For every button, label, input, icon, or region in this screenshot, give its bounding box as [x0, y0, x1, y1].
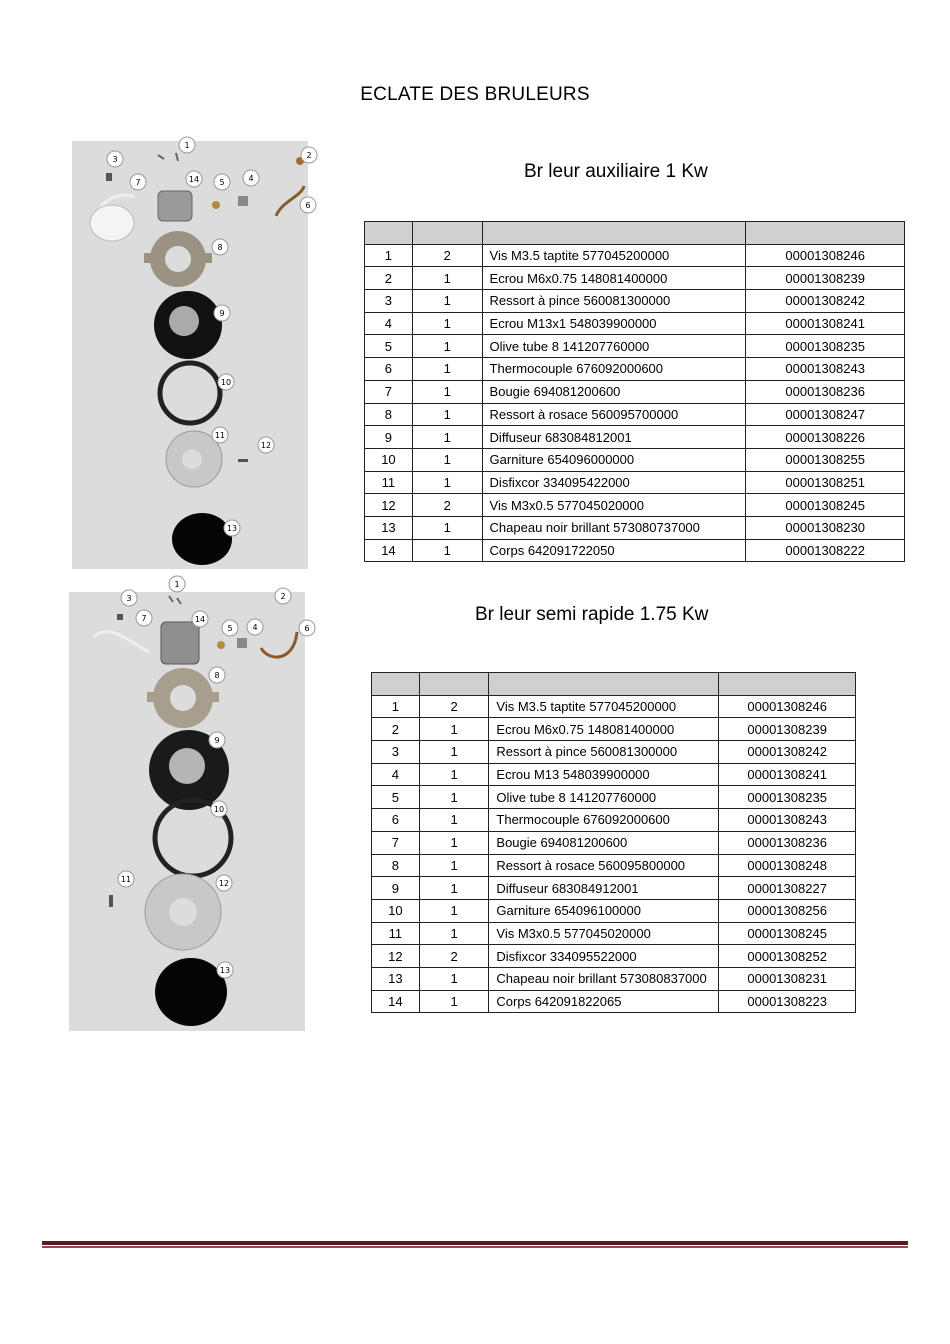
table-row [372, 809, 856, 832]
part-code-cell: 00001308241 [719, 763, 856, 786]
callout-3 [121, 590, 137, 606]
part-code-cell: 00001308243 [746, 358, 905, 381]
svg-text:13: 13 [219, 966, 231, 975]
item-number-cell: 3 [365, 290, 413, 313]
part-code-cell: 00001308247 [746, 403, 905, 426]
table-row [365, 380, 905, 403]
item-number-cell: 9 [365, 426, 413, 449]
table-row [372, 695, 856, 718]
quantity-cell: 1 [412, 471, 482, 494]
callout-10 [218, 374, 234, 390]
ecrou-part [237, 638, 247, 648]
quantity-cell: 1 [412, 448, 482, 471]
svg-text:7: 7 [135, 178, 141, 187]
corps-part [158, 191, 192, 221]
quantity-cell: 1 [419, 831, 489, 854]
svg-text:8: 8 [217, 243, 223, 252]
ecrou-part [238, 196, 248, 206]
item-number-cell: 5 [372, 786, 420, 809]
table-row [365, 267, 905, 290]
callout-12 [216, 875, 232, 891]
svg-text:14: 14 [188, 175, 200, 184]
description-cell: Olive tube 8 141207760000 [489, 786, 719, 809]
quantity-cell: 1 [412, 335, 482, 358]
svg-text:6: 6 [304, 624, 310, 633]
screw-part [238, 459, 248, 462]
svg-text:2: 2 [280, 592, 286, 601]
description-cell: Ecrou M13x1 548039900000 [482, 312, 746, 335]
callout-10 [211, 801, 227, 817]
item-number-cell: 10 [365, 448, 413, 471]
part-code-cell: 00001308245 [746, 494, 905, 517]
quantity-cell: 1 [412, 267, 482, 290]
callout-12 [258, 437, 274, 453]
callout-3 [107, 151, 123, 167]
item-number-cell: 1 [372, 695, 420, 718]
item-number-cell: 14 [372, 990, 420, 1013]
table-row [372, 786, 856, 809]
section-title-auxiliaire: Br leur auxiliaire 1 Kw [524, 161, 708, 182]
description-cell: Corps 642091822065 [489, 990, 719, 1013]
part-code-cell: 00001308242 [719, 741, 856, 764]
disfixcor-part [145, 874, 221, 950]
footer-divider [42, 1240, 908, 1250]
item-number-cell: 8 [372, 854, 420, 877]
table-row [365, 516, 905, 539]
item-number-cell: 8 [365, 403, 413, 426]
part-code-cell: 00001308241 [746, 312, 905, 335]
svg-text:3: 3 [112, 155, 118, 164]
description-cell: Ecrou M6x0.75 148081400000 [489, 718, 719, 741]
svg-text:2: 2 [306, 151, 312, 160]
quantity-cell: 1 [419, 967, 489, 990]
item-number-cell: 13 [365, 516, 413, 539]
part-code-cell: 00001308242 [746, 290, 905, 313]
part-code-cell: 00001308245 [719, 922, 856, 945]
table-row [365, 290, 905, 313]
svg-text:11: 11 [214, 431, 226, 440]
table-row [365, 426, 905, 449]
page-title: ECLATE DES BRULEURS [360, 84, 590, 105]
svg-text:5: 5 [227, 624, 233, 633]
description-cell: Thermocouple 676092000600 [482, 358, 746, 381]
description-cell: Ecrou M13 548039900000 [489, 763, 719, 786]
svg-text:12: 12 [218, 879, 230, 888]
column-header [482, 222, 746, 245]
table-row [372, 922, 856, 945]
diffuser-part [154, 291, 225, 359]
quantity-cell: 1 [419, 990, 489, 1013]
callout-8 [209, 667, 225, 683]
quantity-cell: 1 [412, 290, 482, 313]
item-number-cell: 4 [365, 312, 413, 335]
table-row [365, 244, 905, 267]
item-number-cell: 2 [372, 718, 420, 741]
quantity-cell: 1 [412, 380, 482, 403]
svg-text:7: 7 [141, 614, 147, 623]
quantity-cell: 1 [419, 718, 489, 741]
part-code-cell: 00001308236 [719, 831, 856, 854]
table-row [372, 741, 856, 764]
svg-text:9: 9 [219, 309, 225, 318]
table-row [372, 718, 856, 741]
svg-text:14: 14 [194, 615, 206, 624]
callout-5 [214, 174, 230, 190]
description-cell: Olive tube 8 141207760000 [482, 335, 746, 358]
quantity-cell: 1 [412, 403, 482, 426]
description-cell: Chapeau noir brillant 573080737000 [482, 516, 746, 539]
description-cell: Ressort à rosace 560095800000 [489, 854, 719, 877]
quantity-cell: 1 [419, 854, 489, 877]
description-cell: Chapeau noir brillant 573080837000 [489, 967, 719, 990]
description-cell: Garniture 654096000000 [482, 448, 746, 471]
item-number-cell: 1 [365, 244, 413, 267]
svg-text:13: 13 [226, 524, 238, 533]
table-row [372, 831, 856, 854]
part-code-cell: 00001308251 [746, 471, 905, 494]
column-header [489, 673, 719, 696]
part-code-cell: 00001308222 [746, 539, 905, 562]
callout-11 [212, 427, 228, 443]
table-row [372, 945, 856, 968]
column-header [419, 673, 489, 696]
item-number-cell: 12 [372, 945, 420, 968]
callout-13 [224, 520, 240, 536]
item-number-cell: 3 [372, 741, 420, 764]
item-number-cell: 2 [365, 267, 413, 290]
svg-text:6: 6 [305, 201, 311, 210]
part-code-cell: 00001308246 [746, 244, 905, 267]
item-number-cell: 6 [372, 809, 420, 832]
quantity-cell: 2 [412, 244, 482, 267]
callout-6 [299, 620, 315, 636]
table-row [365, 539, 905, 562]
description-cell: Ecrou M6x0.75 148081400000 [482, 267, 746, 290]
callout-1 [179, 137, 195, 153]
svg-text:11: 11 [120, 875, 132, 884]
table-row [372, 877, 856, 900]
quantity-cell: 1 [419, 763, 489, 786]
description-cell: Garniture 654096100000 [489, 899, 719, 922]
description-cell: Vis M3x0.5 577045020000 [489, 922, 719, 945]
parts-table-auxiliaire [364, 221, 905, 562]
screw-part [109, 895, 113, 907]
column-header [412, 222, 482, 245]
column-header [719, 673, 856, 696]
item-number-cell: 6 [365, 358, 413, 381]
quantity-cell: 1 [419, 809, 489, 832]
callout-7 [130, 174, 146, 190]
callout-2 [301, 147, 317, 163]
callout-8 [212, 239, 228, 255]
callout-1 [169, 576, 185, 592]
svg-text:5: 5 [219, 178, 225, 187]
part-code-cell: 00001308235 [719, 786, 856, 809]
table-row [365, 494, 905, 517]
svg-text:9: 9 [214, 736, 220, 745]
description-cell: Diffuseur 683084912001 [489, 877, 719, 900]
corps-part [161, 622, 199, 664]
callout-14 [192, 611, 208, 627]
description-cell: Ressort à pince 560081300000 [489, 741, 719, 764]
description-cell: Bougie 694081200600 [489, 831, 719, 854]
table-row [365, 335, 905, 358]
description-cell: Ressort à rosace 560095700000 [482, 403, 746, 426]
quantity-cell: 1 [412, 312, 482, 335]
description-cell: Thermocouple 676092000600 [489, 809, 719, 832]
callout-9 [214, 305, 230, 321]
description-cell: Vis M3x0.5 577045020000 [482, 494, 746, 517]
part-code-cell: 00001308231 [719, 967, 856, 990]
part-code-cell: 00001308226 [746, 426, 905, 449]
part-code-cell: 00001308239 [746, 267, 905, 290]
callout-7 [136, 610, 152, 626]
svg-text:1: 1 [184, 141, 190, 150]
olive-part [212, 201, 220, 209]
svg-text:4: 4 [252, 623, 258, 632]
description-cell: Disfixcor 334095422000 [482, 471, 746, 494]
item-number-cell: 9 [372, 877, 420, 900]
table-row [365, 358, 905, 381]
svg-text:12: 12 [260, 441, 272, 450]
svg-text:1: 1 [174, 580, 180, 589]
table-row [372, 899, 856, 922]
svg-text:3: 3 [126, 594, 132, 603]
quantity-cell: 1 [419, 922, 489, 945]
svg-text:10: 10 [220, 378, 232, 387]
cap-part [155, 958, 227, 1026]
column-header [372, 673, 420, 696]
section-title-semi-rapide: Br leur semi rapide 1.75 Kw [475, 604, 709, 625]
table-header-row [365, 222, 905, 245]
callout-6 [300, 197, 316, 213]
exploded-view-photo-auxiliaire [72, 141, 312, 569]
table-row [372, 967, 856, 990]
part-code-cell: 00001308227 [719, 877, 856, 900]
callout-4 [247, 619, 263, 635]
callout-2 [275, 588, 291, 604]
quantity-cell: 1 [412, 516, 482, 539]
spring-clip-part [106, 173, 112, 181]
table-row [365, 312, 905, 335]
part-code-cell: 00001308223 [719, 990, 856, 1013]
callout-5 [222, 620, 238, 636]
part-code-cell: 00001308239 [719, 718, 856, 741]
part-code-cell: 00001308246 [719, 695, 856, 718]
column-header [746, 222, 905, 245]
part-code-cell: 00001308236 [746, 380, 905, 403]
exploded-view-photo-semi-rapide [69, 580, 310, 1031]
item-number-cell: 12 [365, 494, 413, 517]
item-number-cell: 7 [365, 380, 413, 403]
quantity-cell: 2 [419, 695, 489, 718]
description-cell: Bougie 694081200600 [482, 380, 746, 403]
part-code-cell: 00001308252 [719, 945, 856, 968]
part-code-cell: 00001308256 [719, 899, 856, 922]
quantity-cell: 1 [412, 426, 482, 449]
svg-text:10: 10 [213, 805, 225, 814]
description-cell: Corps 642091722050 [482, 539, 746, 562]
spring-clip-part [117, 614, 123, 620]
description-cell: Disfixcor 334095522000 [489, 945, 719, 968]
item-number-cell: 13 [372, 967, 420, 990]
quantity-cell: 1 [419, 741, 489, 764]
item-number-cell: 14 [365, 539, 413, 562]
callout-4 [243, 170, 259, 186]
description-cell: Ressort à pince 560081300000 [482, 290, 746, 313]
svg-text:4: 4 [248, 174, 254, 183]
table-row [372, 990, 856, 1013]
svg-text:8: 8 [214, 671, 220, 680]
description-cell: Vis M3.5 taptite 577045200000 [489, 695, 719, 718]
description-cell: Diffuseur 683084812001 [482, 426, 746, 449]
table-header-row [372, 673, 856, 696]
quantity-cell: 1 [419, 786, 489, 809]
parts-table-semi-rapide [371, 672, 856, 1013]
quantity-cell: 2 [412, 494, 482, 517]
part-code-cell: 00001308243 [719, 809, 856, 832]
item-number-cell: 11 [372, 922, 420, 945]
table-row [365, 448, 905, 471]
description-cell: Vis M3.5 taptite 577045200000 [482, 244, 746, 267]
table-row [365, 403, 905, 426]
callout-11 [118, 871, 134, 887]
item-number-cell: 4 [372, 763, 420, 786]
callout-13 [217, 962, 233, 978]
callout-14 [186, 171, 202, 187]
table-row [372, 763, 856, 786]
part-code-cell: 00001308255 [746, 448, 905, 471]
item-number-cell: 11 [365, 471, 413, 494]
part-code-cell: 00001308235 [746, 335, 905, 358]
table-row [365, 471, 905, 494]
bougie-part [90, 205, 134, 241]
quantity-cell: 1 [412, 358, 482, 381]
item-number-cell: 5 [365, 335, 413, 358]
table-row [372, 854, 856, 877]
quantity-cell: 2 [419, 945, 489, 968]
cap-part [172, 513, 232, 565]
part-code-cell: 00001308230 [746, 516, 905, 539]
quantity-cell: 1 [419, 899, 489, 922]
item-number-cell: 7 [372, 831, 420, 854]
item-number-cell: 10 [372, 899, 420, 922]
part-code-cell: 00001308248 [719, 854, 856, 877]
quantity-cell: 1 [419, 877, 489, 900]
quantity-cell: 1 [412, 539, 482, 562]
callout-9 [209, 732, 225, 748]
column-header [365, 222, 413, 245]
olive-part [217, 641, 225, 649]
